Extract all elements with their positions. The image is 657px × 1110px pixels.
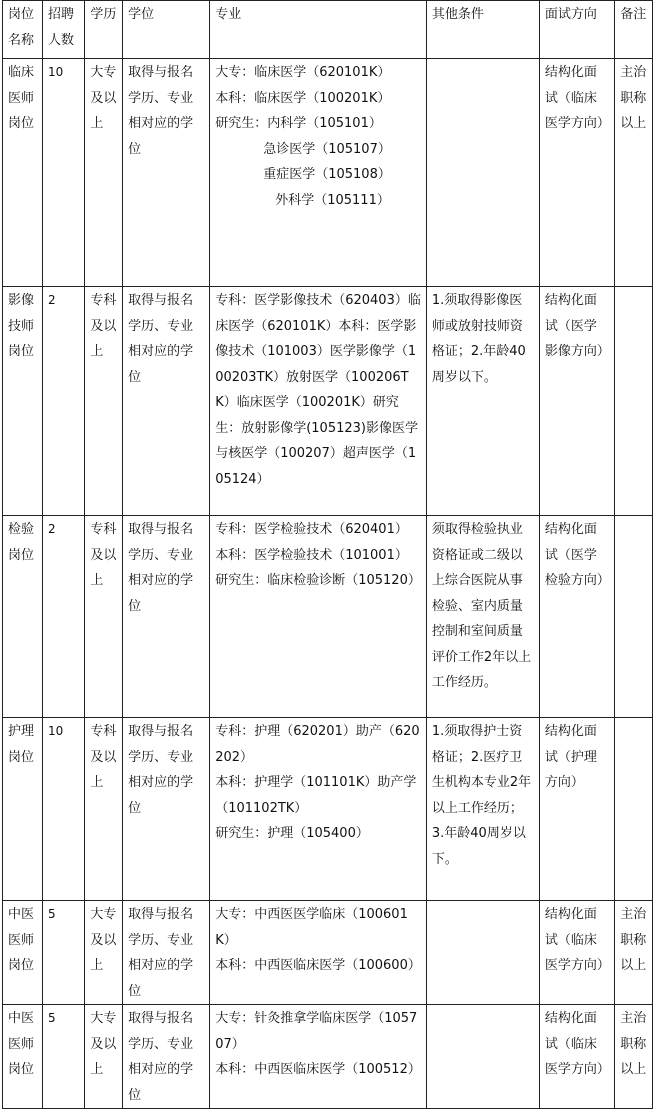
cell-interview: 结构化面试（医学检验方向）	[539, 516, 614, 718]
cell-degree: 取得与报名学历、专业相对应的学位	[123, 516, 210, 718]
header-post: 岗位名称	[3, 1, 43, 59]
cell-degree: 取得与报名学历、专业相对应的学位	[123, 718, 210, 901]
header-education: 学历	[85, 1, 123, 59]
cell-major	[210, 1005, 427, 1109]
cell-count: 2	[43, 516, 85, 718]
table-row	[3, 718, 653, 901]
cell-count: 10	[43, 59, 85, 287]
cell-note: 主治职称以上	[615, 59, 653, 287]
cell-conditions	[426, 59, 539, 287]
cell-count: 5	[43, 1005, 85, 1109]
major-line: 本科：护理学（101101K）助产学（101102TK）	[215, 775, 417, 816]
major-line: 本科：临床医学（100201K）	[215, 90, 391, 106]
cell-note: 主治职称以上	[615, 901, 653, 1005]
major-line: 研究生：护理（105400）	[215, 826, 369, 841]
cell-degree: 取得与报名学历、专业相对应的学位	[123, 59, 210, 287]
cell-interview: 结构化面试（临床医学方向）	[539, 1005, 614, 1109]
cell-interview: 结构化面试（护理方向）	[539, 718, 614, 901]
cell-conditions	[426, 901, 539, 1005]
cell-education: 大专及以上	[85, 901, 123, 1005]
cell-post: 临床医师岗位	[3, 59, 43, 287]
header-major: 专业	[210, 1, 427, 59]
header-degree: 学位	[123, 1, 210, 59]
major-line: 大专：临床医学（620101K）	[215, 65, 391, 80]
cell-major	[210, 59, 427, 287]
header-note: 备注	[615, 1, 653, 59]
cell-conditions	[426, 1005, 539, 1109]
cell-post: 检验岗位	[3, 516, 43, 718]
cell-education: 大专及以上	[85, 59, 123, 287]
cell-education: 专科及以上	[85, 516, 123, 718]
header-interview: 面试方向	[539, 1, 614, 59]
major-line: 专科：医学检验技术（620401）	[215, 522, 408, 537]
cell-count: 10	[43, 718, 85, 901]
cell-note	[615, 718, 653, 901]
major-line: 本科：中西医临床医学（100512）	[215, 1062, 421, 1077]
cell-note	[615, 287, 653, 516]
cell-major	[210, 718, 427, 901]
table-row	[3, 1005, 653, 1109]
cell-interview: 结构化面试（医学影像方向）	[539, 287, 614, 516]
cell-note	[615, 516, 653, 718]
cell-degree: 取得与报名学历、专业相对应的学位	[123, 287, 210, 516]
major-line: 本科：医学检验技术（101001）	[215, 547, 408, 563]
table-row	[3, 901, 653, 1005]
major-line: 重症医学（105108）	[263, 167, 391, 182]
cell-interview: 结构化面试（临床医学方向）	[539, 59, 614, 287]
cell-conditions: 须取得检验执业资格证或二级以上综合医院从事检验、室内质量控制和室间质量评价工作2年以上工作经历。	[426, 516, 539, 718]
major-line: 大专：针灸推拿学临床医学（105707）	[215, 1011, 418, 1052]
cell-post: 影像技师岗位	[3, 287, 43, 516]
cell-conditions: 1.须取得影像医师或放射技师资格证；2.年龄40周岁以下。	[426, 287, 539, 516]
cell-education: 大专及以上	[85, 1005, 123, 1109]
cell-major	[210, 901, 427, 1005]
major-line: 专科：护理（620201）助产（620202）	[215, 724, 420, 765]
cell-count: 2	[43, 287, 85, 516]
header-conditions: 其他条件	[426, 1, 539, 59]
cell-interview: 结构化面试（临床医学方向）	[539, 901, 614, 1005]
table-row	[3, 516, 653, 718]
recruitment-table	[2, 0, 653, 1109]
cell-major	[210, 516, 427, 718]
cell-post: 中医医师岗位	[3, 901, 43, 1005]
cell-note: 主治职称以上	[615, 1005, 653, 1109]
cell-conditions: 1.须取得护士资格证；2.医疗卫生机构本专业2年以上工作经历；3.年龄40周岁以下。	[426, 718, 539, 901]
cell-count: 5	[43, 901, 85, 1005]
header-row	[3, 1, 653, 59]
cell-education: 专科及以上	[85, 718, 123, 901]
major-line: 急诊医学（105107）	[263, 141, 391, 157]
major-line: 外科学（105111）	[275, 192, 390, 208]
cell-degree: 取得与报名学历、专业相对应的学位	[123, 901, 210, 1005]
cell-education: 专科及以上	[85, 287, 123, 516]
major-line: 本科：中西医临床医学（100600）	[215, 958, 421, 973]
cell-post: 中医医师岗位	[3, 1005, 43, 1109]
table-row	[3, 59, 653, 287]
major-line: 研究生：内科学（105101）	[215, 116, 382, 131]
cell-major: 专科：医学影像技术（620403）临床医学（620101K）本科：医学影像技术（101003）医学影像学（100203TK）放射医学（100206TK）临床医学（100201K）研究生：放射影像学(105123)影像医学与核医学（100207）超声医学（105124）	[210, 287, 427, 516]
table-row	[3, 287, 653, 516]
cell-post: 护理岗位	[3, 718, 43, 901]
header-count: 招聘人数	[43, 1, 85, 59]
cell-degree: 取得与报名学历、专业相对应的学位	[123, 1005, 210, 1109]
major-line: 研究生：临床检验诊断（105120）	[215, 573, 421, 588]
major-line: 大专：中西医医学临床（100601K）	[215, 907, 408, 948]
